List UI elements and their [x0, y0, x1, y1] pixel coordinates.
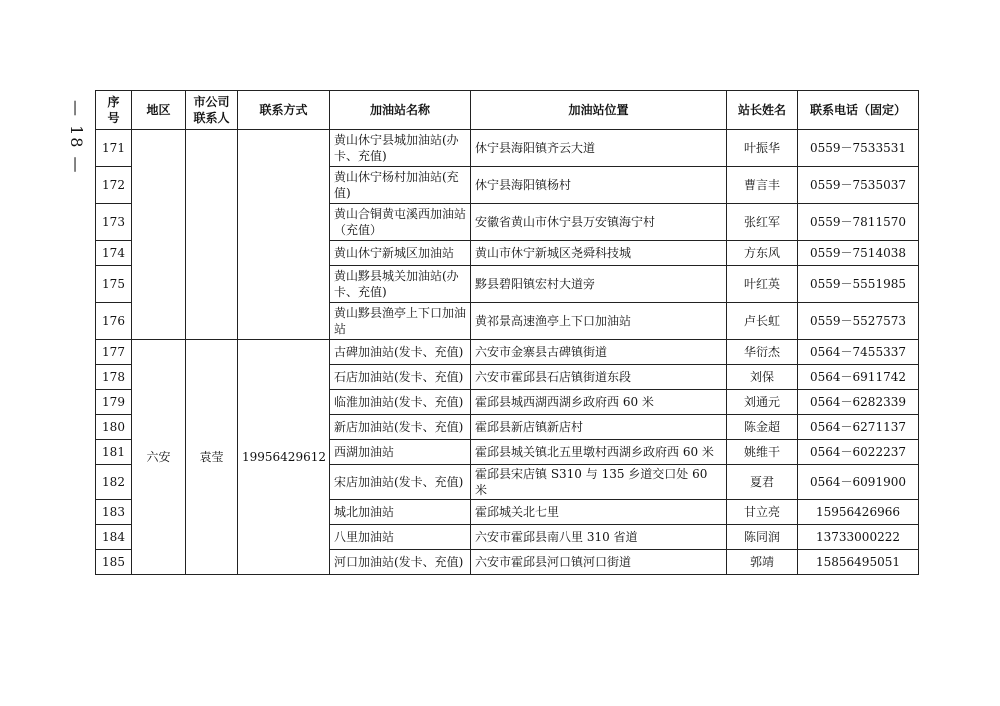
cell-phone: 0564－6091900 [798, 465, 919, 500]
header-contact-person [186, 91, 238, 130]
cell-manager: 叶振华 [727, 130, 798, 167]
cell-station-name: 宋店加油站(发卡、充值) [330, 465, 471, 500]
cell-manager: 甘立亮 [727, 500, 798, 525]
cell-seq: 184 [96, 525, 132, 550]
cell-manager: 姚维干 [727, 440, 798, 465]
cell-phone: 0559－7514038 [798, 241, 919, 266]
cell-manager: 华衍杰 [727, 340, 798, 365]
cell-station-location: 霍邱县宋店镇 S310 与 135 乡道交口处 60 米 [471, 465, 727, 500]
cell-contact-person [186, 130, 238, 340]
cell-seq: 180 [96, 415, 132, 440]
cell-manager: 曹言丰 [727, 167, 798, 204]
cell-manager: 刘通元 [727, 390, 798, 415]
cell-contact-method: 19956429612 [238, 340, 330, 575]
cell-station-location: 六安市霍邱县河口镇河口街道 [471, 550, 727, 575]
cell-station-name: 河口加油站(发卡、充值) [330, 550, 471, 575]
cell-manager: 叶红英 [727, 266, 798, 303]
header-station-name: 加油站名称 [330, 91, 471, 130]
cell-station-name: 八里加油站 [330, 525, 471, 550]
cell-station-location: 六安市霍邱县南八里 310 省道 [471, 525, 727, 550]
cell-seq: 172 [96, 167, 132, 204]
cell-station-name: 临淮加油站(发卡、充值) [330, 390, 471, 415]
cell-station-location: 霍邱城关北七里 [471, 500, 727, 525]
cell-seq: 183 [96, 500, 132, 525]
header-contact-person-label: 市公司 联系人 [193, 95, 230, 125]
cell-seq: 175 [96, 266, 132, 303]
page-number: — 18 — [67, 100, 86, 175]
cell-phone: 0559－7811570 [798, 204, 919, 241]
cell-phone: 0559－5551985 [798, 266, 919, 303]
cell-station-name: 黄山合铜黄屯溪西加油站（充值） [330, 204, 471, 241]
cell-contact-person: 袁莹 [186, 340, 238, 575]
cell-seq: 185 [96, 550, 132, 575]
cell-station-location: 六安市霍邱县石店镇街道东段 [471, 365, 727, 390]
cell-manager: 郭靖 [727, 550, 798, 575]
cell-seq: 179 [96, 390, 132, 415]
cell-phone: 0564－6911742 [798, 365, 919, 390]
cell-station-location: 黟县碧阳镇宏村大道旁 [471, 266, 727, 303]
cell-station-name: 新店加油站(发卡、充值) [330, 415, 471, 440]
cell-phone: 15956426966 [798, 500, 919, 525]
cell-station-location: 黄祁景高速渔亭上下口加油站 [471, 303, 727, 340]
cell-station-name: 西湖加油站 [330, 440, 471, 465]
cell-station-name: 黄山休宁新城区加油站 [330, 241, 471, 266]
cell-region [132, 130, 186, 340]
cell-station-location: 黄山市休宁新城区尧舜科技城 [471, 241, 727, 266]
cell-station-location: 休宁县海阳镇齐云大道 [471, 130, 727, 167]
header-seq-label: 序 号 [107, 95, 120, 125]
cell-region: 六安 [132, 340, 186, 575]
cell-manager: 陈同润 [727, 525, 798, 550]
table-row [96, 340, 919, 365]
cell-station-name: 古碑加油站(发卡、充值) [330, 340, 471, 365]
header-row [96, 91, 919, 130]
cell-seq: 171 [96, 130, 132, 167]
cell-station-name: 黄山休宁县城加油站(办卡、充值) [330, 130, 471, 167]
cell-phone: 13733000222 [798, 525, 919, 550]
cell-phone: 0564－6282339 [798, 390, 919, 415]
header-contact-method: 联系方式 [238, 91, 330, 130]
cell-station-name: 黄山黟县渔亭上下口加油站 [330, 303, 471, 340]
cell-manager: 方东风 [727, 241, 798, 266]
cell-station-location: 安徽省黄山市休宁县万安镇海宁村 [471, 204, 727, 241]
cell-seq: 174 [96, 241, 132, 266]
cell-contact-method [238, 130, 330, 340]
cell-seq: 178 [96, 365, 132, 390]
cell-station-location: 六安市金寨县古碑镇街道 [471, 340, 727, 365]
cell-station-location: 霍邱县城关镇北五里墩村西湖乡政府西 60 米 [471, 440, 727, 465]
header-station-location: 加油站位置 [471, 91, 727, 130]
cell-station-name: 黄山黟县城关加油站(办卡、充值) [330, 266, 471, 303]
cell-manager: 刘保 [727, 365, 798, 390]
cell-phone: 0564－6271137 [798, 415, 919, 440]
cell-phone: 0564－7455337 [798, 340, 919, 365]
cell-phone: 15856495051 [798, 550, 919, 575]
header-phone: 联系电话（固定） [798, 91, 919, 130]
header-region: 地区 [132, 91, 186, 130]
cell-seq: 176 [96, 303, 132, 340]
cell-manager: 陈金超 [727, 415, 798, 440]
cell-seq: 181 [96, 440, 132, 465]
cell-station-name: 黄山休宁杨村加油站(充值) [330, 167, 471, 204]
cell-station-location: 霍邱县城西湖西湖乡政府西 60 米 [471, 390, 727, 415]
cell-seq: 182 [96, 465, 132, 500]
cell-phone: 0559－7535037 [798, 167, 919, 204]
table-row [96, 130, 919, 167]
cell-phone: 0564－6022237 [798, 440, 919, 465]
cell-station-name: 石店加油站(发卡、充值) [330, 365, 471, 390]
cell-manager: 卢长虹 [727, 303, 798, 340]
cell-phone: 0559－7533531 [798, 130, 919, 167]
cell-seq: 173 [96, 204, 132, 241]
header-manager: 站长姓名 [727, 91, 798, 130]
cell-seq: 177 [96, 340, 132, 365]
cell-phone: 0559－5527573 [798, 303, 919, 340]
header-seq [96, 91, 132, 130]
cell-manager: 张红军 [727, 204, 798, 241]
cell-manager: 夏君 [727, 465, 798, 500]
cell-station-location: 休宁县海阳镇杨村 [471, 167, 727, 204]
cell-station-location: 霍邱县新店镇新店村 [471, 415, 727, 440]
cell-station-name: 城北加油站 [330, 500, 471, 525]
gas-station-table [95, 90, 919, 575]
